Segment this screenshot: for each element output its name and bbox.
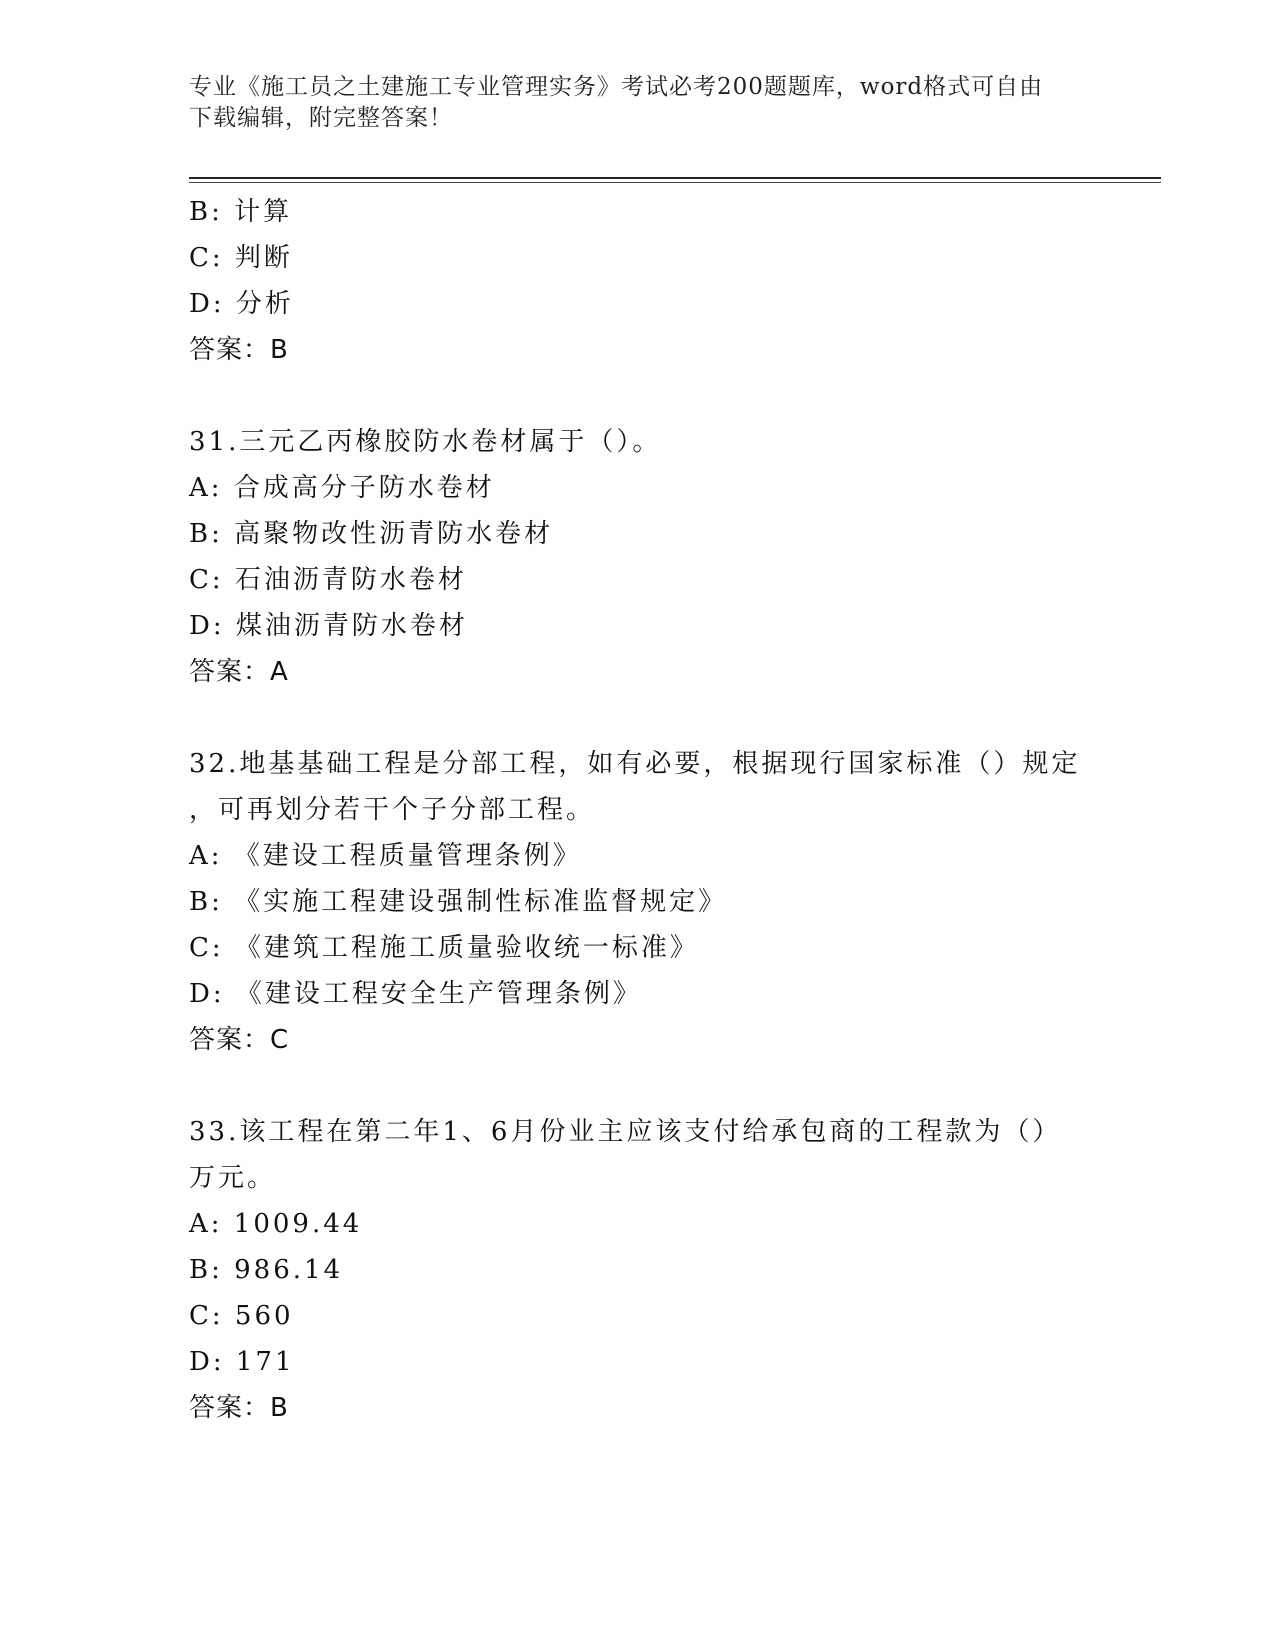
option-d: D: 《建设工程安全生产管理条例》 — [189, 979, 642, 1009]
option-c: C: 《建筑工程施工质量验收统一标准》 — [189, 933, 699, 963]
question-31 — [189, 419, 1089, 695]
header-rule-thick — [189, 177, 1161, 179]
question-32 — [189, 741, 1089, 1063]
question-list — [189, 189, 1089, 1431]
option-a: A: 《建设工程质量管理条例》 — [189, 841, 582, 871]
option-b: B: 高聚物改性沥青防水卷材 — [189, 519, 554, 549]
header-line-1: 专业《施工员之土建施工专业管理实务》考试必考200题题库，word格式可自由 — [189, 74, 1044, 100]
question-continued — [189, 189, 1089, 373]
option-c: C: 判断 — [189, 243, 293, 273]
option-b: B: 计算 — [189, 197, 293, 227]
option-a: A: 合成高分子防水卷材 — [189, 473, 495, 503]
spacer — [189, 1063, 1089, 1109]
question-text-continued: 万元。 — [189, 1163, 277, 1193]
question-text: 31.三元乙丙橡胶防水卷材属于（）。 — [189, 427, 662, 457]
option-d: D: 171 — [189, 1347, 295, 1377]
spacer — [189, 695, 1089, 741]
header-rule-thin — [189, 182, 1161, 183]
option-b: B: 《实施工程建设强制性标准监督规定》 — [189, 887, 728, 917]
option-c: C: 石油沥青防水卷材 — [189, 565, 467, 595]
question-text: 33.该工程在第二年1、6月份业主应该支付给承包商的工程款为（） — [189, 1117, 1062, 1147]
header-line-2: 下载编辑，附完整答案！ — [189, 105, 453, 131]
option-d: D: 煤油沥青防水卷材 — [189, 611, 468, 641]
question-text-continued: ，可再划分若干个子分部工程。 — [189, 795, 596, 825]
answer-line: 答案：B — [189, 1393, 289, 1423]
question-text: 32.地基基础工程是分部工程，如有必要，根据现行国家标准（）规定 — [189, 749, 1081, 779]
question-33 — [189, 1109, 1089, 1431]
spacer — [189, 373, 1089, 419]
option-c: C: 560 — [189, 1301, 294, 1331]
option-d: D: 分析 — [189, 289, 294, 319]
answer-line: 答案：A — [189, 657, 289, 687]
option-a: A: 1009.44 — [189, 1209, 363, 1239]
option-b: B: 986.14 — [189, 1255, 344, 1285]
answer-line: 答案：C — [189, 1025, 290, 1055]
answer-line: 答案：B — [189, 335, 289, 365]
document-header — [189, 72, 1089, 134]
